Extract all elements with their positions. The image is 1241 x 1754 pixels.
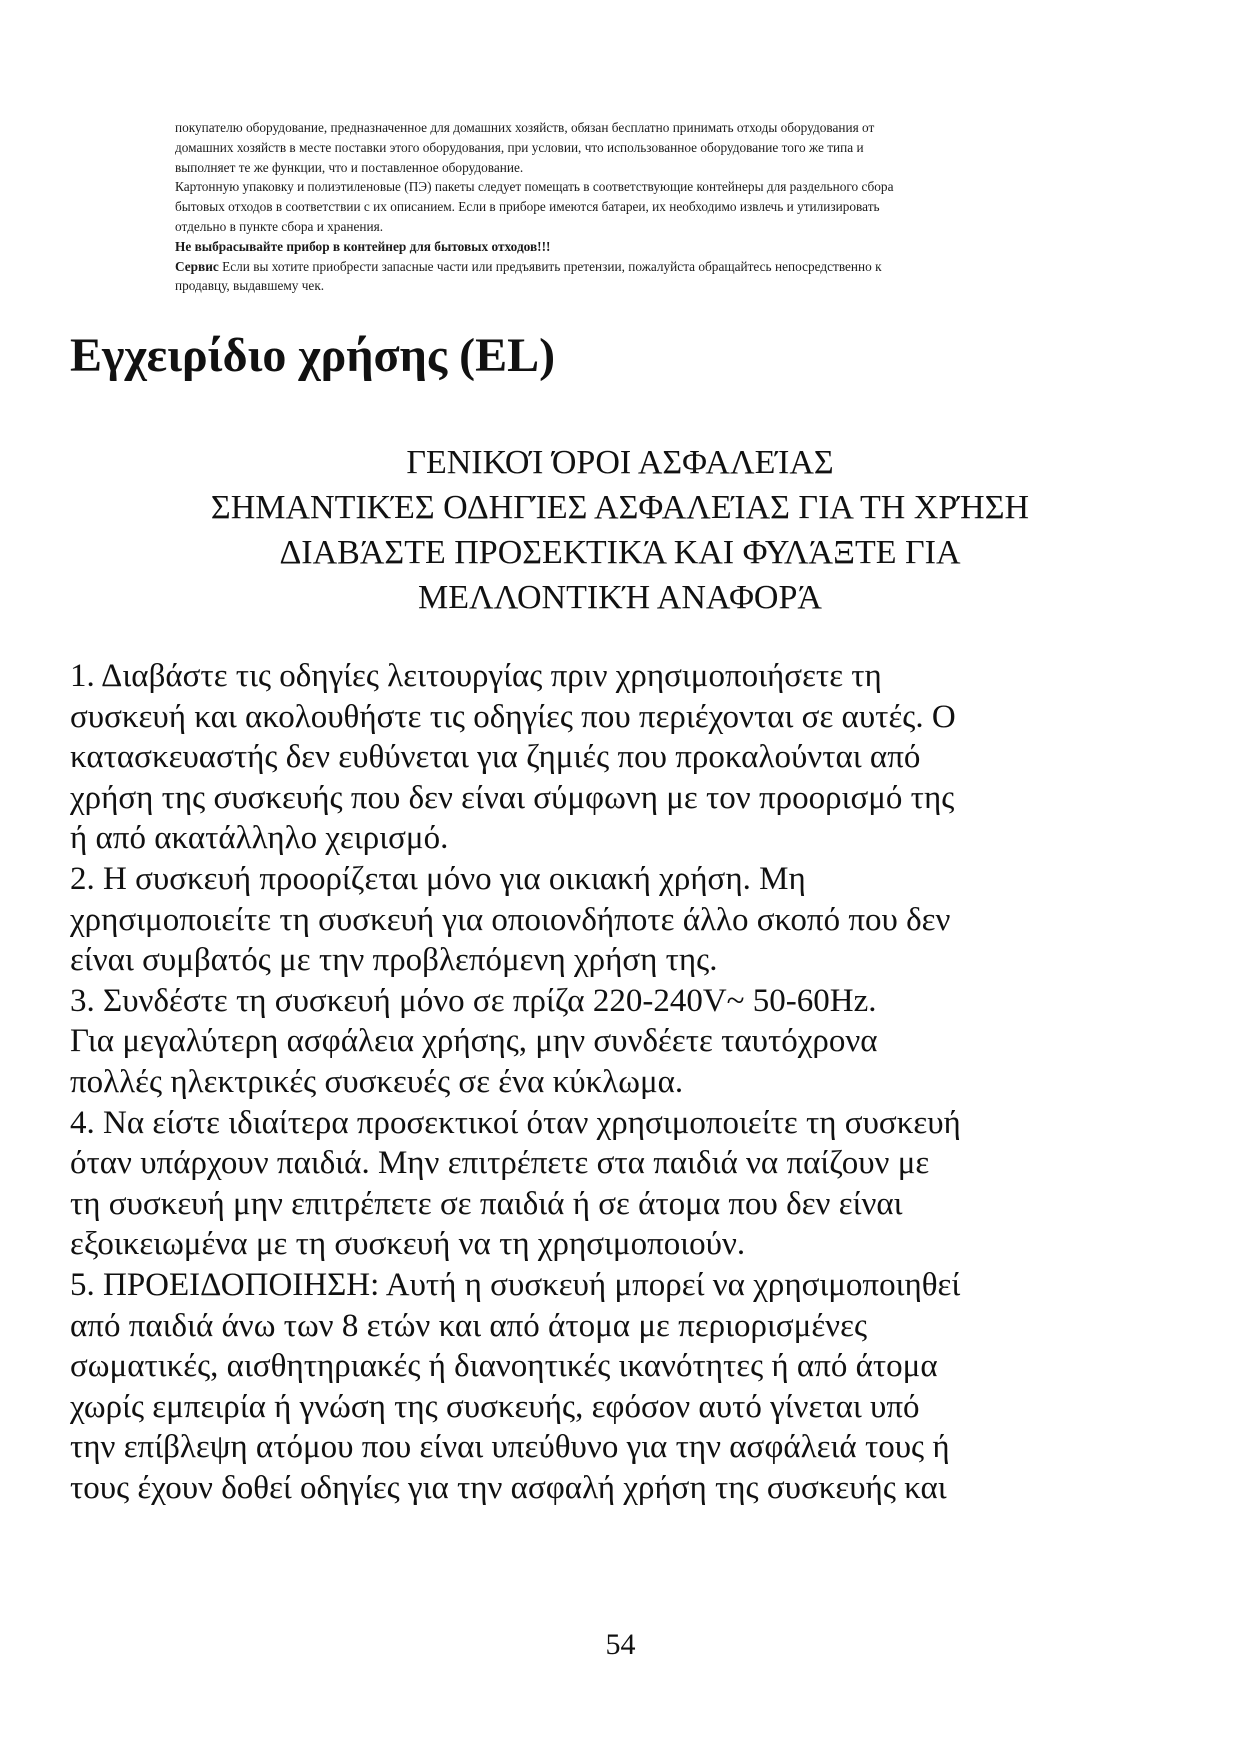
body-line: κατασκευαστής δεν ευθύνεται για ζημιές που προκαλούνται από <box>70 739 921 776</box>
heading-line: ΓΕΝΙΚΟΊ ΌΡΟΙ ΑΣΦΑΛΕΊΑΣ <box>406 444 834 481</box>
body-line: 4. Να είστε ιδιαίτερα προσεκτικοί όταν χρησιμοποιείτε τη συσκευή <box>70 1104 961 1141</box>
heading-line: ΔΙΑΒΆΣΤΕ ΠΡΟΣΕΚΤΙΚΆ ΚΑΙ ΦΥΛΆΞΤΕ ΓΙΑ <box>279 534 961 571</box>
page-number: 54 <box>605 1628 636 1661</box>
body-line: 3. Συνδέστε τη συσκευή μόνο σε πρίζα 220-240V~ 50-60Hz. <box>70 982 877 1019</box>
russian-disposal-text <box>175 118 1095 296</box>
body-line: χρησιμοποιείτε τη συσκευή για οποιονδήποτε άλλο σκοπό που δεν <box>70 901 951 938</box>
ru-service-line <box>175 257 1095 277</box>
body-line: χρήση της συσκευής που δεν είναι σύμφωνη με τον προορισμό της <box>70 779 955 816</box>
body-line: από παιδιά άνω των 8 ετών και από άτομα με περιορισμένες <box>70 1307 868 1344</box>
body-line: ή από ακατάλληλο χειρισμό. <box>70 820 449 857</box>
body-line: 1. Διαβάστε τις οδηγίες λειτουργίας πριν χρησιμοποιήσετε τη <box>70 658 882 694</box>
body-line: χωρίς εμπειρία ή γνώση της συσκευής, εφόσον αυτό γίνεται υπό <box>70 1388 920 1425</box>
ru-service-line-2: продавцу, выдавшему чек. <box>175 278 325 294</box>
body-line: τους έχουν δοθεί οδηγίες για την ασφαλή χρήση της συσκευής και <box>70 1469 947 1506</box>
body-line: την επίβλεψη ατόμου που είναι υπεύθυνο για την ασφάλειά τους ή <box>70 1429 950 1466</box>
body-line: όταν υπάρχουν παιδιά. Μην επιτρέπετε στα παιδιά να παίζουν με <box>70 1145 930 1182</box>
body-line: σωματικές, αισθητηριακές ή διανοητικές ικανότητες ή από άτομα <box>70 1348 938 1385</box>
body-line: είναι συμβατός με την προβλεπόμενη χρήση της. <box>70 942 718 979</box>
body-line: 2. Η συσκευή προορίζεται μόνο για οικιακή χρήση. Μη <box>70 860 806 897</box>
ru-warning: Не выбрасывайте прибор в контейнер для бытовых отходов!!! <box>175 238 551 254</box>
ru-line: выполняет те же функции, что и поставленное оборудование. <box>175 159 524 175</box>
section-title: Εγχειρίδιο χρήσης (EL) <box>70 329 556 382</box>
body-line: πολλές ηλεκτρικές συσκευές σε ένα κύκλωμα. <box>70 1063 684 1100</box>
body-line: συσκευή και ακολουθήστε τις οδηγίες που περιέχονται σε αυτές. Ο <box>70 698 956 735</box>
ru-line: Картонную упаковку и полиэтиленовые (ПЭ) пакеты следует помещать в соответствующие контейнеры для раздельного сбора <box>175 179 894 195</box>
safety-headings <box>70 440 1170 620</box>
ru-service-label: Сервис <box>175 258 219 274</box>
heading-line: ΜΕΛΛΟΝΤΙΚΉ ΑΝΑΦΟΡΆ <box>418 579 822 616</box>
body-line: Για μεγαλύτερη ασφάλεια χρήσης, μην συνδέετε ταυτόχρονα <box>70 1023 878 1060</box>
ru-line: отдельно в пункте сбора и хранения. <box>175 218 384 234</box>
ru-line: бытовых отходов в соответствии с их описанием. Если в приборе имеются батареи, их необходимо извлечь и утилизировать <box>175 199 880 215</box>
body-line: τη συσκευή μην επιτρέπετε σε παιδιά ή σε άτομα που δεν είναι <box>70 1185 903 1222</box>
ru-line: покупателю оборудование, предназначенное для домашних хозяйств, обязан бесплатно принимать отходы оборудования от <box>175 120 875 135</box>
body-line: εξοικειωμένα με τη συσκευή να τη χρησιμοποιούν. <box>70 1226 746 1263</box>
body-line: 5. ΠΡΟΕΙΔΟΠΟΙΗΣΗ: Αυτή η συσκευή μπορεί να χρησιμοποιηθεί <box>70 1266 961 1303</box>
heading-line: ΣΗΜΑΝΤΙΚΈΣ ΟΔΗΓΊΕΣ ΑΣΦΑΛΕΊΑΣ ΓΙΑ ΤΗ ΧΡΉΣΗ <box>210 489 1030 526</box>
ru-service-text: Если вы хотите приобрести запасные части или предъявить претензии, пожалуйста обращайтесь непосредственно к <box>218 258 882 274</box>
ru-line: домашних хозяйств в месте поставки этого оборудования, при условии, что использованное оборудование того же типа и <box>175 139 864 155</box>
safety-instructions <box>70 656 1150 1508</box>
